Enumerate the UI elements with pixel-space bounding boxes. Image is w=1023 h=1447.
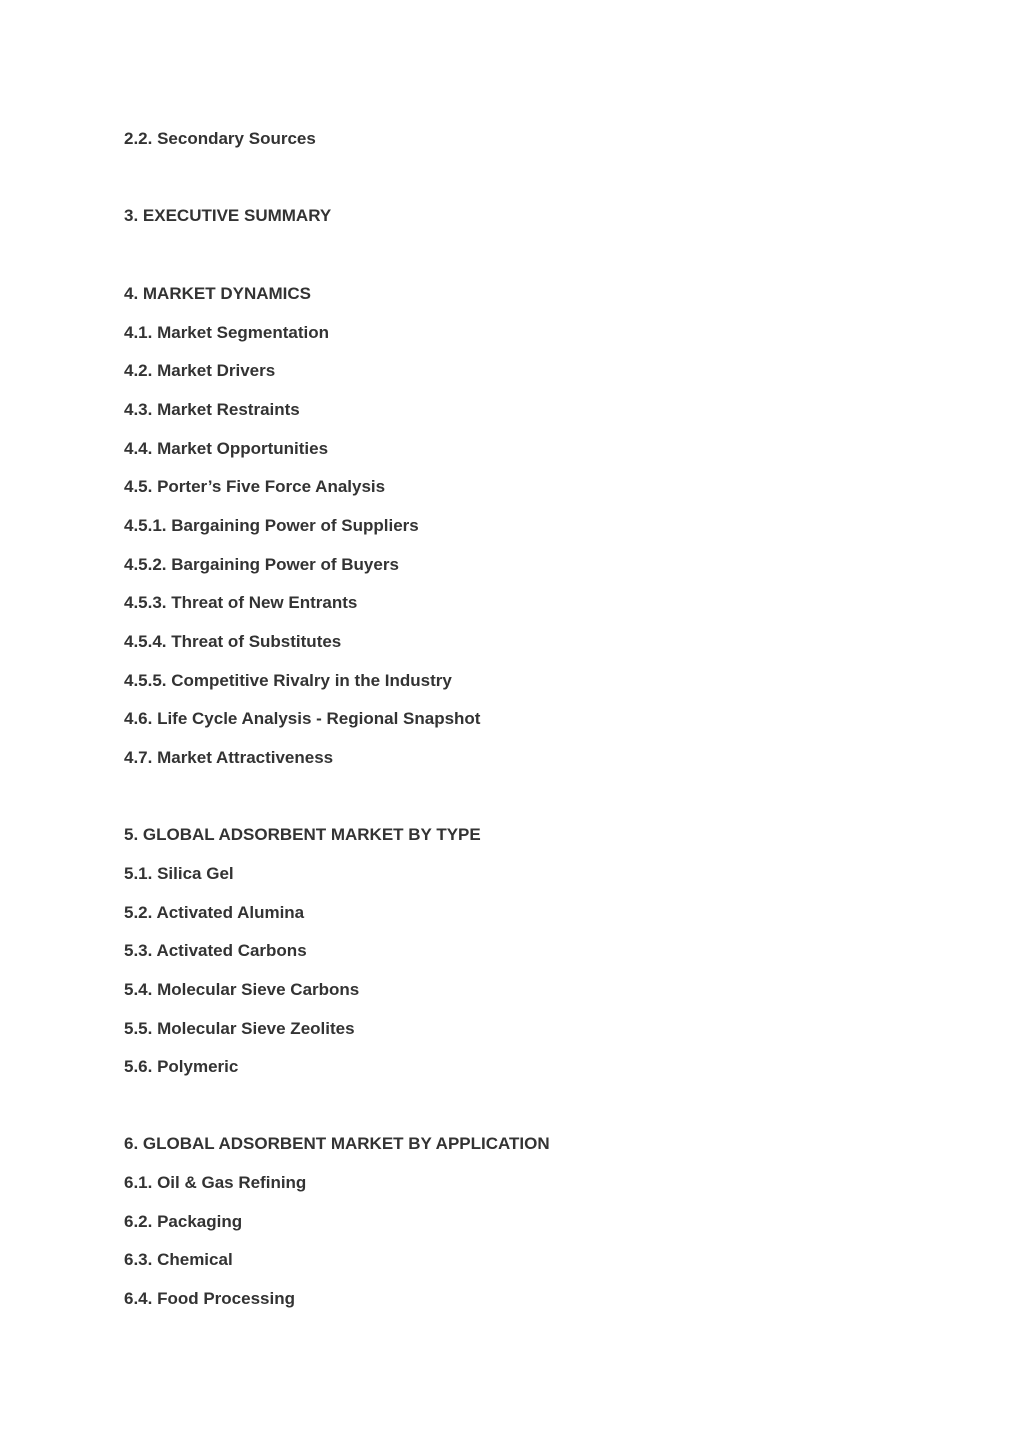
toc-entry: 4.3. Market Restraints — [124, 400, 300, 419]
toc-entry: 4.1. Market Segmentation — [124, 323, 330, 342]
toc-entry: 5.1. Silica Gel — [124, 864, 234, 883]
toc-entry: 2.2. Secondary Sources — [124, 129, 316, 148]
toc-entry: 4.7. Market Attractiveness — [124, 748, 334, 767]
toc-section-heading: 4. MARKET DYNAMICS — [124, 284, 312, 303]
toc-entry: 6.3. Chemical — [124, 1250, 233, 1269]
toc-entry: 4.4. Market Opportunities — [124, 439, 329, 458]
toc-entry: 6.4. Food Processing — [124, 1289, 295, 1308]
toc-entry: 4.5.1. Bargaining Power of Suppliers — [124, 516, 419, 535]
toc-entry: 4.6. Life Cycle Analysis - Regional Snapshot — [124, 709, 481, 728]
toc-entry: 4.5. Porter’s Five Force Analysis — [124, 477, 386, 496]
toc-entry: 4.2. Market Drivers — [124, 361, 276, 380]
toc-entry: 5.6. Polymeric — [124, 1057, 239, 1076]
toc-entry: 5.4. Molecular Sieve Carbons — [124, 980, 360, 999]
toc-entry: 5.3. Activated Carbons — [124, 941, 307, 960]
toc-entry: 5.2. Activated Alumina — [124, 903, 305, 922]
toc-entry: 5.5. Molecular Sieve Zeolites — [124, 1019, 355, 1038]
toc-section-heading: 6. GLOBAL ADSORBENT MARKET BY APPLICATION — [124, 1134, 550, 1153]
toc-entry: 4.5.4. Threat of Substitutes — [124, 632, 342, 651]
toc-entry: 6.1. Oil & Gas Refining — [124, 1173, 307, 1192]
toc-entry: 4.5.2. Bargaining Power of Buyers — [124, 555, 399, 574]
toc-section-heading: 3. EXECUTIVE SUMMARY — [124, 206, 332, 225]
toc-section-heading: 5. GLOBAL ADSORBENT MARKET BY TYPE — [124, 825, 481, 844]
toc-entry: 6.2. Packaging — [124, 1212, 243, 1231]
toc-entry: 4.5.5. Competitive Rivalry in the Industry — [124, 671, 452, 690]
toc-entry: 4.5.3. Threat of New Entrants — [124, 593, 358, 612]
